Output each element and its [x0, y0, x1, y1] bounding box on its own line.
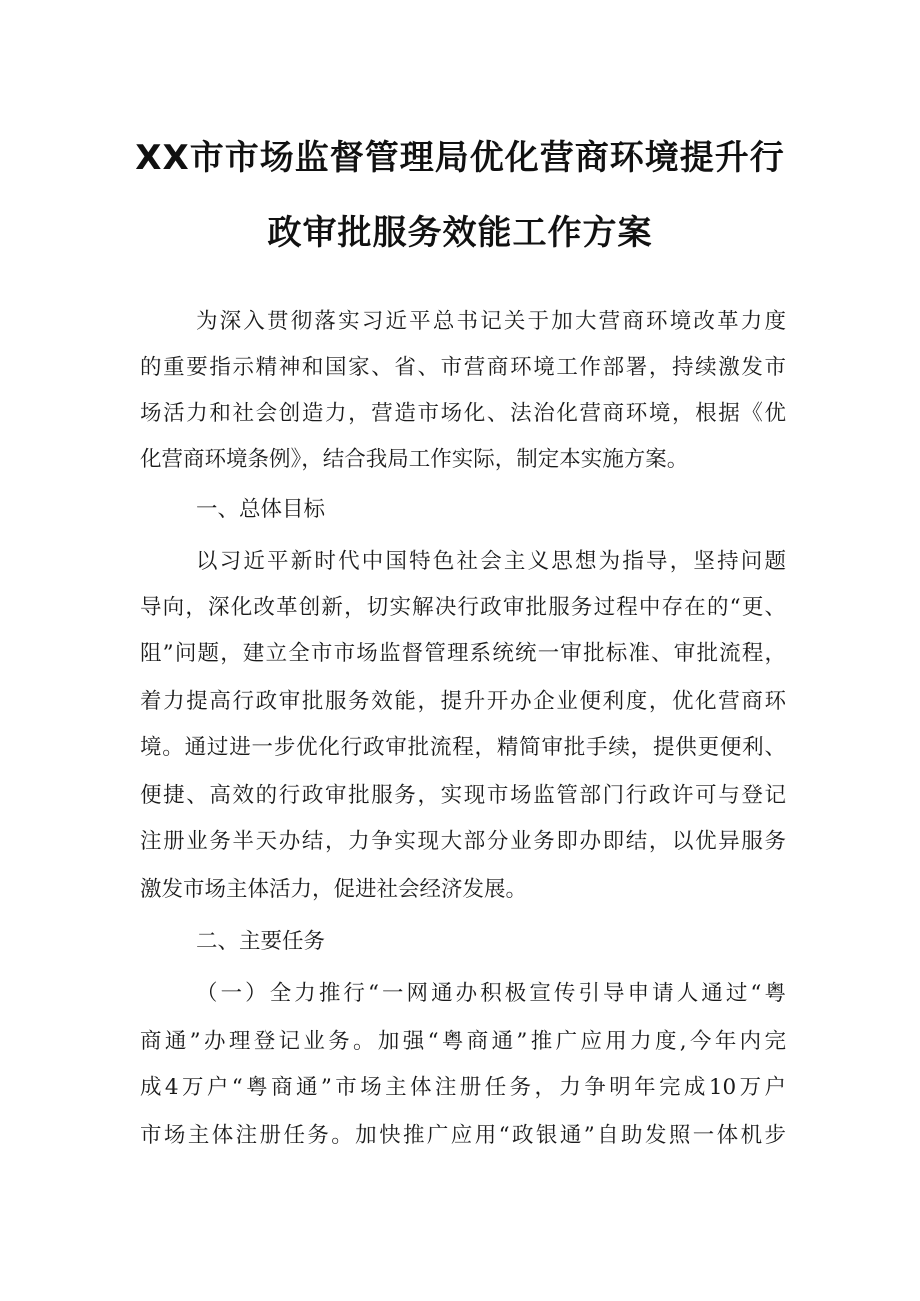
- section-heading: 一、总体目标: [196, 497, 326, 522]
- paragraph-line: （一）全力推行“一网通办积极宣传引导申请人通过“粤: [196, 981, 786, 1006]
- paragraph-line: 成4万户“粤商通”市场主体注册任务，力争明年完成10万户: [140, 1075, 786, 1100]
- paragraph-line: 场活力和社会创造力，营造市场化、法治化营商环境，根据《优: [140, 401, 786, 426]
- paragraph-line: 境。通过进一步优化行政审批流程，精简审批手续，提供更便利、: [140, 735, 786, 760]
- paragraph-line: 商通”办理登记业务。加强“粤商通”推广应用力度,今年内完: [140, 1029, 786, 1054]
- paragraph-line: 激发市场主体活力，促进社会经济发展。: [140, 877, 528, 902]
- paragraph-line: 导向，深化改革创新，切实解决行政审批服务过程中存在的“更、: [140, 595, 786, 620]
- paragraph-line: 以习近平新时代中国特色社会主义思想为指导，坚持问题: [196, 549, 786, 574]
- paragraph-line: 为深入贯彻落实习近平总书记关于加大营商环境改革力度: [196, 309, 786, 334]
- paragraph-line: 注册业务半天办结，力争实现大部分业务即办即结，以优异服务: [140, 829, 786, 854]
- paragraph-line: 阻”问题，建立全市市场监督管理系统统一审批标准、审批流程，: [140, 641, 786, 666]
- paragraph-line: 市场主体注册任务。加快推广应用“政银通”自助发照一体机步: [140, 1123, 786, 1148]
- paragraph-line: 的重要指示精神和国家、省、市营商环境工作部署，持续激发市: [140, 355, 786, 380]
- paragraph-line: 化营商环境条例》，结合我局工作实际，制定本实施方案。: [140, 447, 689, 472]
- document-title-line-1: XX市市场监督管理局优化营商环境提升行: [135, 138, 785, 178]
- paragraph-line: 着力提高行政审批服务效能，提升开办企业便利度，优化营商环: [140, 689, 786, 714]
- paragraph-line: 便捷、高效的行政审批服务，实现市场监管部门行政许可与登记: [140, 783, 786, 808]
- section-heading: 二、主要任务: [196, 929, 326, 954]
- document-title-line-2: 政审批服务效能工作方案: [267, 213, 653, 253]
